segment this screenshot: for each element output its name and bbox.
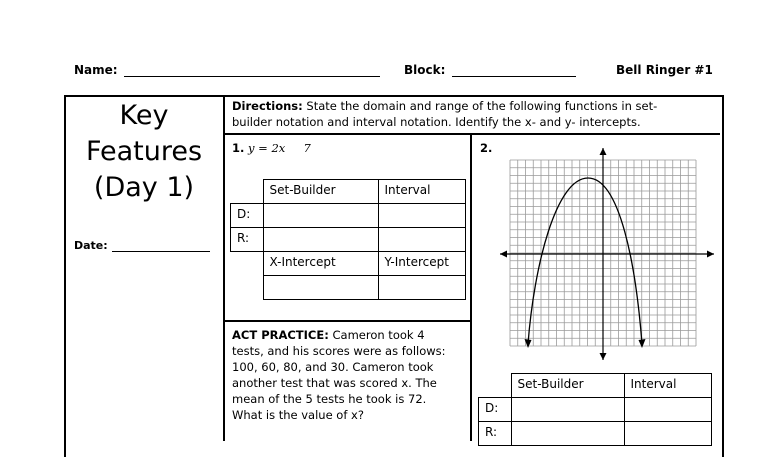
act-line-1: Cameron took 4 <box>328 328 425 342</box>
date-label: Date: <box>74 239 108 252</box>
p2-header-interval: Interval <box>624 374 712 398</box>
x-axis-arrow-right <box>707 251 714 258</box>
p1-y-intercept-cell[interactable] <box>378 276 466 300</box>
curve-arrow-right <box>639 339 646 348</box>
act-line-4: another test that was scored x. The <box>232 376 437 390</box>
p2-range-interval-cell[interactable] <box>624 422 712 446</box>
p1-header-x-intercept: X-Intercept <box>263 252 378 276</box>
y-axis-arrow-down <box>600 353 607 360</box>
p2-domain-set-builder-cell[interactable] <box>511 398 624 422</box>
p1-domain-set-builder-cell[interactable] <box>263 204 378 228</box>
directions <box>232 98 716 130</box>
left-divider <box>223 95 225 441</box>
parabola-graph <box>496 146 718 364</box>
act-line-6: What is the value of x? <box>232 408 364 422</box>
p2-range-label: R: <box>479 422 512 446</box>
act-practice <box>232 327 468 423</box>
act-line-5: mean of the 5 tests he took is 72. <box>232 392 427 406</box>
directions-label: Directions: <box>232 99 303 113</box>
block-label: Block: <box>404 63 446 77</box>
p1-range-set-builder-cell[interactable] <box>263 228 378 252</box>
problem-2-number: 2. <box>480 141 493 155</box>
directions-divider <box>224 133 720 135</box>
p2-range-set-builder-cell[interactable] <box>511 422 624 446</box>
p2-domain-interval-cell[interactable] <box>624 398 712 422</box>
problem-1-number: 1. <box>232 141 245 155</box>
p1-header-set-builder: Set-Builder <box>263 180 378 204</box>
p1-domain-label: D: <box>231 204 264 228</box>
p1-x-intercept-cell[interactable] <box>263 276 378 300</box>
p1-domain-interval-cell[interactable] <box>378 204 466 228</box>
directions-text-1: State the domain and range of the following functions in set- <box>302 99 658 113</box>
act-line-3: 100, 60, 80, and 30. Cameron took <box>232 360 434 374</box>
problem-1-equation: y = 2x 7 <box>248 141 311 155</box>
act-label: ACT PRACTICE: <box>232 328 329 342</box>
bell-ringer-label: Bell Ringer #1 <box>616 63 713 77</box>
p1-range-interval-cell[interactable] <box>378 228 466 252</box>
title-line-3: (Day 1) <box>93 172 195 203</box>
problem-1-label <box>232 141 311 155</box>
problem-2-domain-range-table <box>478 373 712 446</box>
block-field-line[interactable] <box>452 76 576 77</box>
p1-range-label: R: <box>231 228 264 252</box>
title-line-2: Features <box>85 136 203 167</box>
x-axis-arrow-left <box>500 251 507 258</box>
name-field-line[interactable] <box>124 76 380 77</box>
act-divider <box>224 320 470 322</box>
y-axis-arrow-up <box>600 148 607 155</box>
p1-header-y-intercept: Y-Intercept <box>378 252 466 276</box>
p2-domain-label: D: <box>479 398 512 422</box>
directions-text-2: builder notation and interval notation. Identify the x- and y- intercepts. <box>232 115 641 129</box>
name-label: Name: <box>74 63 118 77</box>
act-line-2: tests, and his scores were as follows: <box>232 344 446 358</box>
date-field-line[interactable] <box>112 251 210 252</box>
problems-divider <box>470 134 472 441</box>
problem-1-domain-range-table <box>230 179 466 300</box>
p1-header-interval: Interval <box>378 180 466 204</box>
title-line-1: Key <box>119 100 169 131</box>
p2-header-set-builder: Set-Builder <box>511 374 624 398</box>
